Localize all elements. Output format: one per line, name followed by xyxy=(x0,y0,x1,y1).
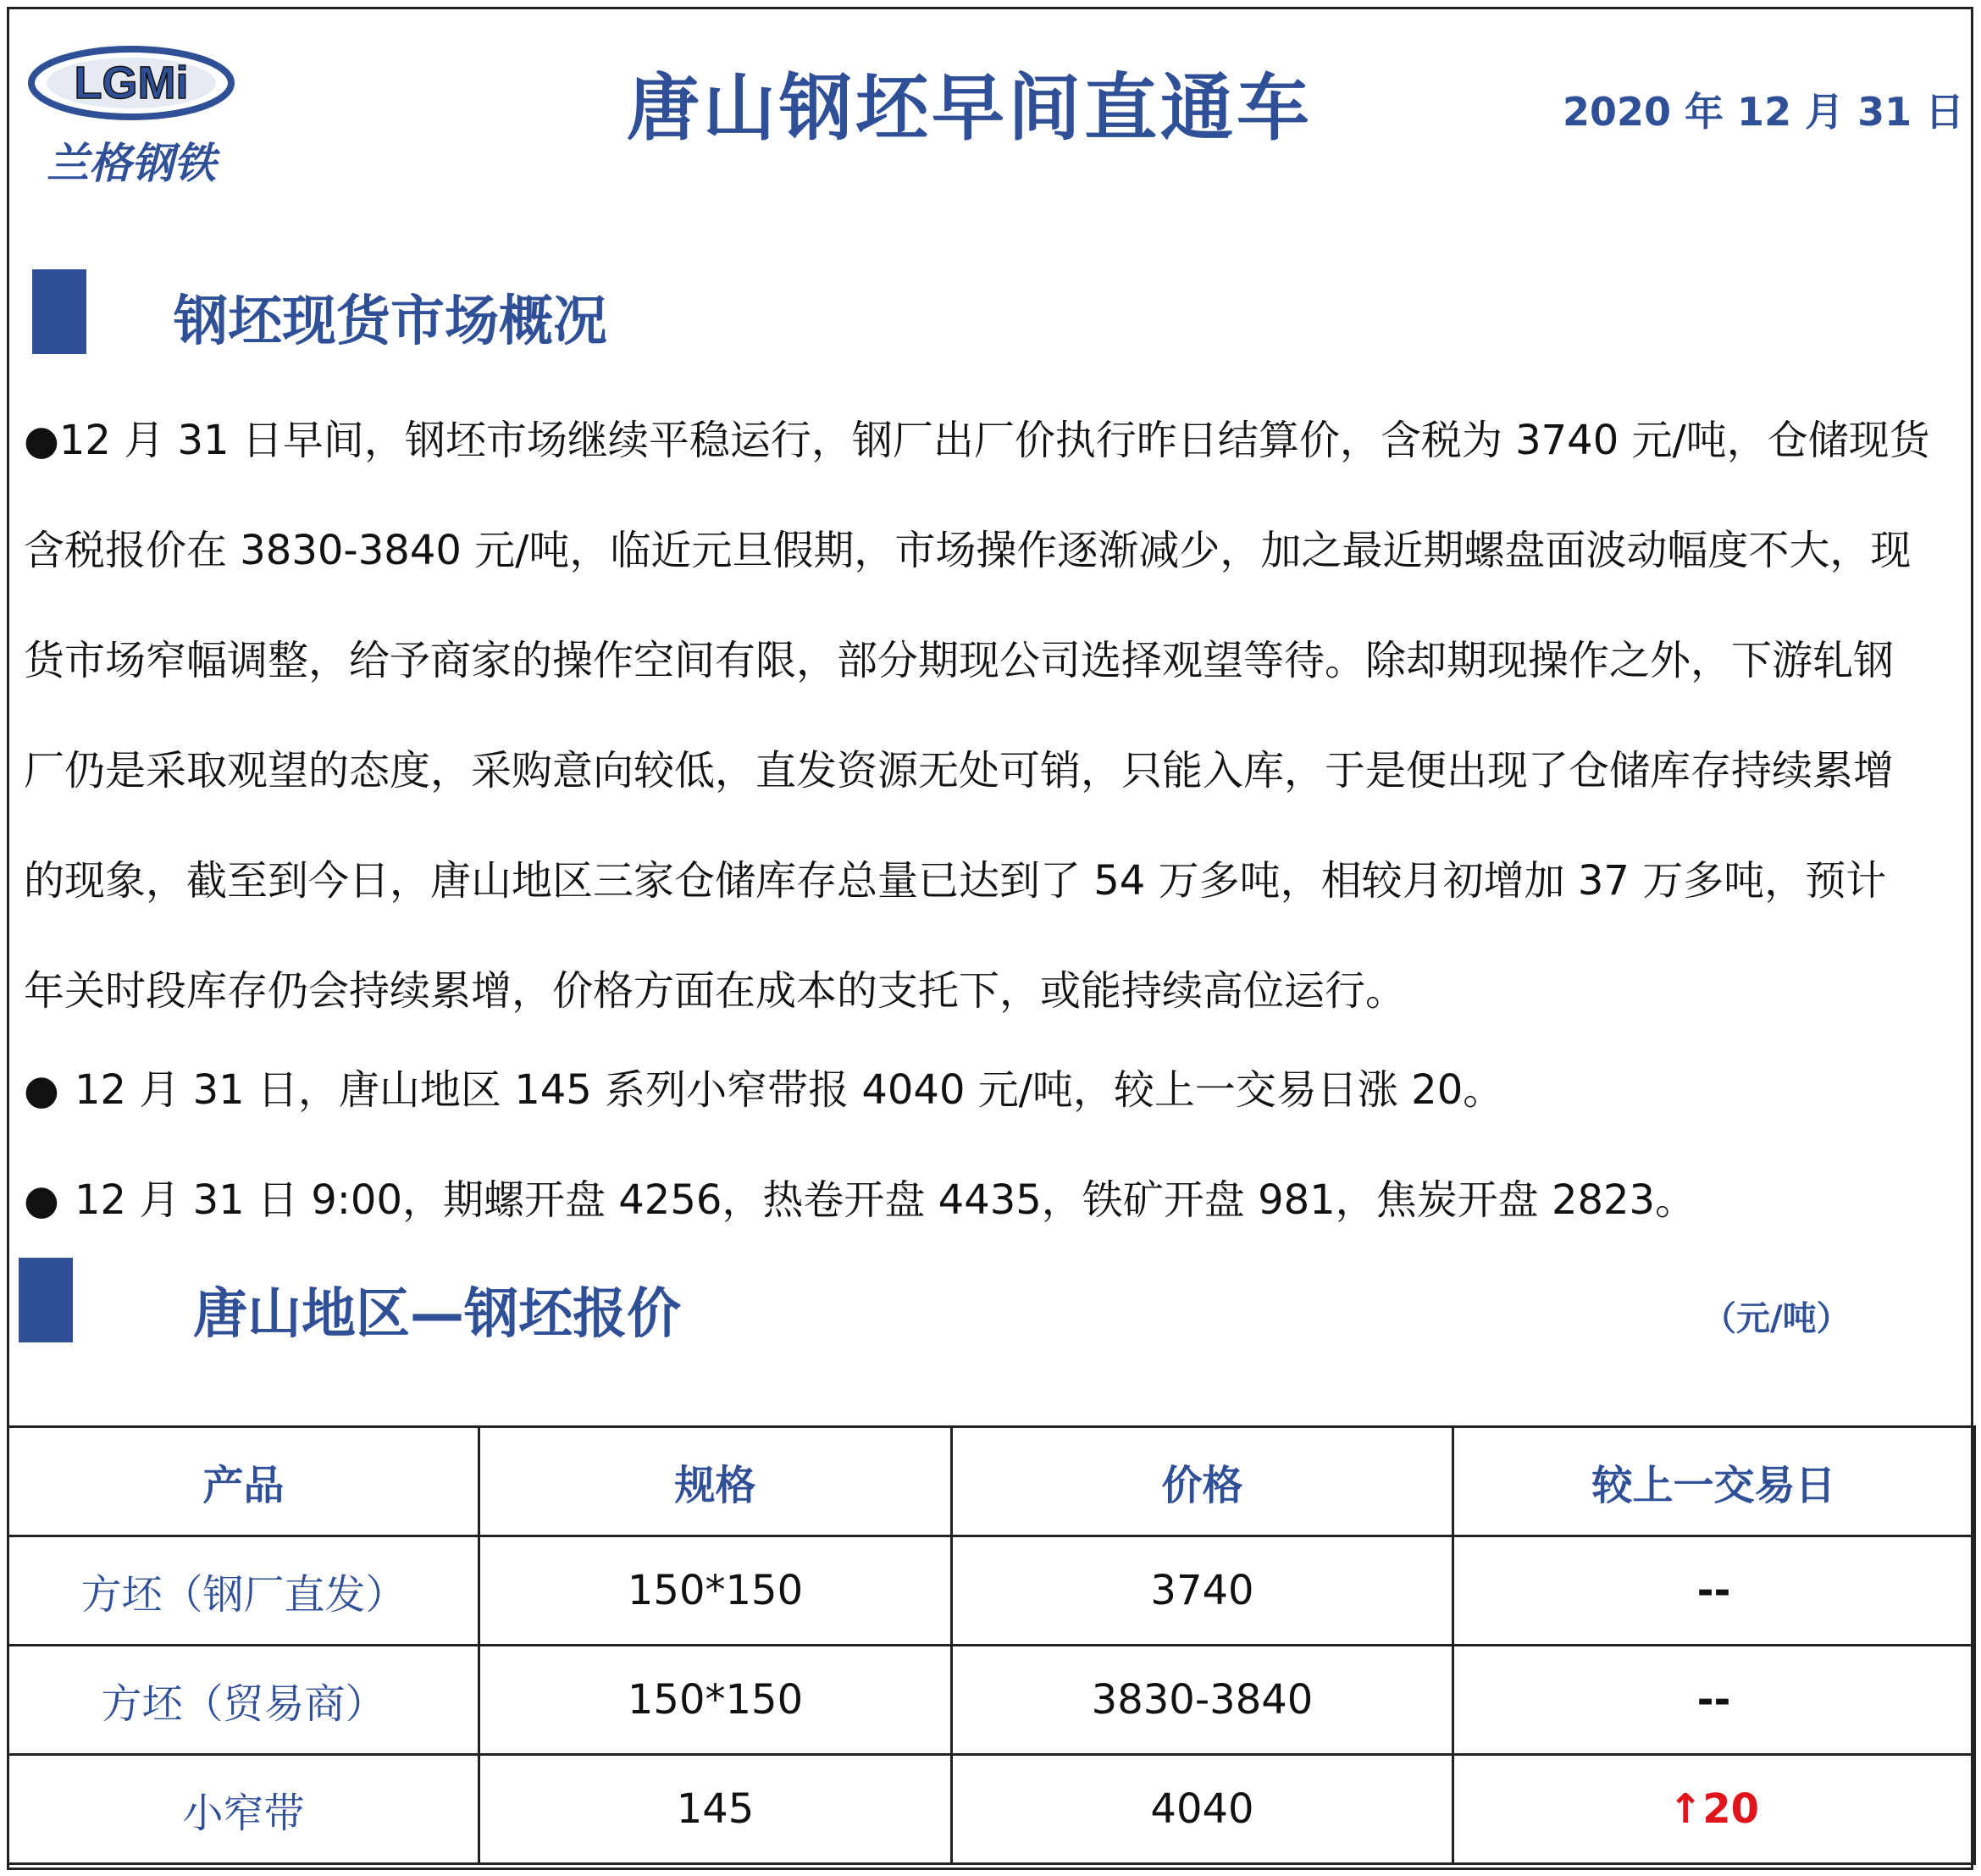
cell-price: 4040 xyxy=(952,1755,1453,1864)
column-header-product: 产品 xyxy=(8,1427,479,1536)
market-summary-paragraph xyxy=(24,385,1967,1046)
document-date: 2020 年 12 月 31 日 xyxy=(1563,89,1965,135)
cell-spec: 150*150 xyxy=(479,1646,952,1755)
cell-product: 方坯（贸易商） xyxy=(8,1646,479,1755)
bullet-dot-icon: ● xyxy=(24,1066,59,1114)
cell-change: -- xyxy=(1453,1536,1975,1646)
bullet-item xyxy=(24,1167,1696,1226)
paragraph-line: 的现象，截至到今日，唐山地区三家仓储库存总量已达到了 54 万多吨，相较月初增加 37 万多吨，预计 xyxy=(24,857,1887,905)
lgmi-logo xyxy=(25,42,246,195)
section-marker xyxy=(32,269,86,354)
bullet-item xyxy=(24,1057,1503,1115)
table-row xyxy=(8,1536,1975,1646)
table-row xyxy=(8,1755,1975,1864)
bullet-text: 12 月 31 日，唐山地区 145 系列小窄带报 4040 元/吨，较上一交易日涨 20。 xyxy=(75,1066,1504,1114)
cell-product: 方坯（钢厂直发） xyxy=(8,1536,479,1646)
paragraph-line: 年关时段库存仍会持续累增，价格方面在成本的支托下，或能持续高位运行。 xyxy=(24,967,1407,1015)
document-title: 唐山钢坯早间直通车 xyxy=(627,66,1313,151)
cell-spec: 150*150 xyxy=(479,1536,952,1646)
column-header-price: 价格 xyxy=(952,1427,1453,1536)
table-header-row xyxy=(8,1427,1975,1536)
price-unit-label: （元/吨） xyxy=(1702,1299,1851,1338)
logo-name: 兰格钢铁 xyxy=(47,138,216,188)
logo-mark: LGMi xyxy=(74,58,189,108)
cell-spec: 145 xyxy=(479,1755,952,1864)
cell-price: 3830-3840 xyxy=(952,1646,1453,1755)
paragraph-line: 厂仍是采取观望的态度，采购意向较低，直发资源无处可销，只能入库，于是便出现了仓储库存持续累增 xyxy=(24,747,1895,794)
cell-change-up: ↑20 xyxy=(1453,1755,1975,1864)
section-title-market-overview: 钢坯现货市场概况 xyxy=(174,291,607,353)
paragraph-line: ●12 月 31 日早间，钢坯市场继续平稳运行，钢厂出厂价执行昨日结算价，含税为 3740 元/吨，仓储现货 xyxy=(24,417,1930,464)
bullet-text: 12 月 31 日 9:00，期螺开盘 4256，热卷开盘 4435，铁矿开盘 981，焦炭开盘 2823。 xyxy=(75,1176,1696,1224)
section-title-price-table: 唐山地区—钢坯报价 xyxy=(193,1283,681,1346)
paragraph-line: 货市场窄幅调整，给予商家的操作空间有限，部分期现公司选择观望等待。除却期现操作之外，下游轧钢 xyxy=(24,637,1895,684)
cell-product: 小窄带 xyxy=(8,1755,479,1864)
column-header-change: 较上一交易日 xyxy=(1453,1427,1975,1536)
bullet-dot-icon: ● xyxy=(24,1176,59,1224)
price-table xyxy=(7,1425,1976,1865)
cell-price: 3740 xyxy=(952,1536,1453,1646)
cell-change: -- xyxy=(1453,1646,1975,1755)
paragraph-line: 含税报价在 3830-3840 元/吨，临近元旦假期，市场操作逐渐减少，加之最近期螺盘面波动幅度不大，现 xyxy=(24,527,1912,574)
section-marker xyxy=(19,1258,73,1342)
column-header-spec: 规格 xyxy=(479,1427,952,1536)
table-row xyxy=(8,1646,1975,1755)
